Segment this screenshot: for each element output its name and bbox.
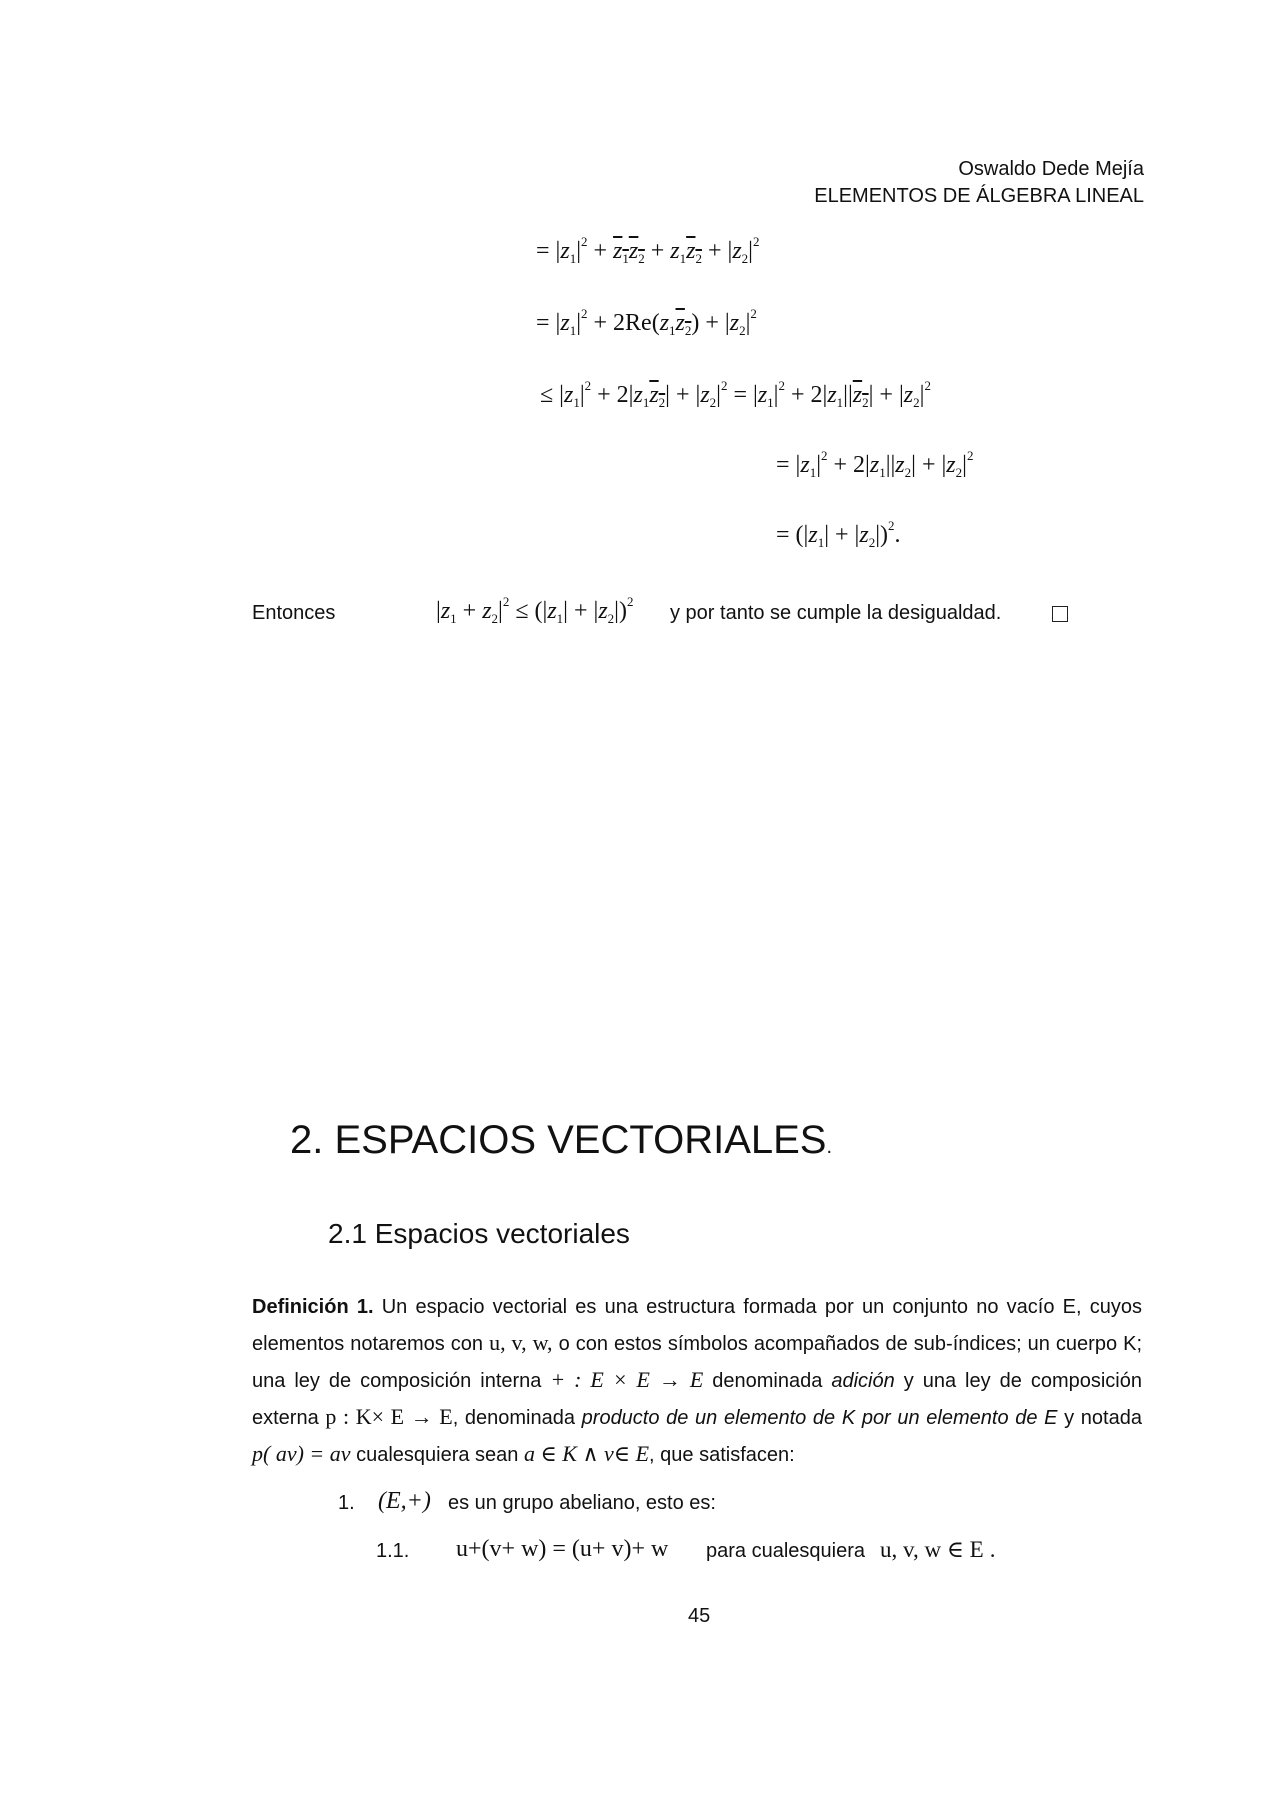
term-adicion: adición (831, 1370, 895, 1392)
item-1-text: es un grupo abeliano, esto es: (448, 1492, 716, 1514)
header-author: Oswaldo Dede Mejía (958, 158, 1144, 180)
equation-line-4: = $|z_1|^2 + 2|z_1||z_2| + |z_2|^2$ (776, 448, 974, 480)
term-producto: producto de un elemento de K por un elemento de E (581, 1407, 1058, 1429)
item-1-1-math-2: u, v, w ∈ E . (880, 1537, 996, 1562)
item-1-1-number: 1.1. (376, 1540, 410, 1562)
definition-paragraph: Definición 1. Un espacio vectorial es una estructura formada por un conjunto no vacío E, cuyos elementos notaremos con u, v, w, o con estos símbolos acompañados de sub-índices; un cuerpo K; una ley de composición interna + : E × E → E denominada adición y una ley de composición externa p : K× E → E, denominada producto de un elemento de K por un elemento de E y notada p( av) = av cualesquiera sean a ∈ K ∧ v∈ E, que satisfacen: (252, 1296, 1143, 1466)
math-notation: p( av) = av (252, 1441, 351, 1466)
equation-line-2: = $|z_1|^2 + 2Re(z_1z_2) + |z_2|^2$ (536, 306, 757, 338)
math-external-law: p : K× E → E (325, 1404, 453, 1429)
math-vectors: u, v, w, (489, 1330, 553, 1355)
chapter-title-text: 2. ESPACIOS VECTORIALES (290, 1118, 827, 1162)
qed-square-icon (1052, 606, 1068, 627)
item-1-math: (E,+) (378, 1488, 431, 1514)
math-quantifier: a ∈ K ∧ v∈ E (523, 1441, 650, 1466)
header-book-title: ELEMENTOS DE ÁLGEBRA LINEAL (814, 185, 1144, 207)
inequality-formula: $|z_1 + z_2|^2 \le (|z_1| + |z_2|)^2$ (436, 594, 634, 626)
equation-line-1: = $|z_1|^2 + z_1z_2 + z_1z_2 + |z_2|^2$ (536, 234, 760, 266)
equation-line-3: ≤ $|z_1|^2 + 2|z_1z_2| + |z_2|^2 = |z_1|^2 + 2|z_1||z_2| + |z_2|^2$ (540, 378, 931, 410)
equation-line-5: = $(|z_1| + |z_2|)^2$. (776, 518, 901, 550)
math-internal-law: + : E × E → E (550, 1367, 704, 1392)
chapter-title (290, 1118, 832, 1163)
running-header (814, 156, 1144, 210)
item-1-number: 1. (338, 1492, 355, 1514)
inequality-conclusion: y por tanto se cumple la desigualdad. (670, 602, 1002, 624)
item-1-1-math: u+(v+ w) = (u+ v)+ w (456, 1536, 669, 1562)
entonces-label: Entonces (252, 602, 336, 624)
item-1-1-text: para cualesquiera (706, 1540, 865, 1562)
page-number: 45 (688, 1605, 711, 1627)
chapter-title-dot: . (826, 1136, 833, 1158)
section-title: 2.1 Espacios vectoriales (328, 1218, 630, 1249)
definition-label: Definición 1. (252, 1296, 374, 1318)
